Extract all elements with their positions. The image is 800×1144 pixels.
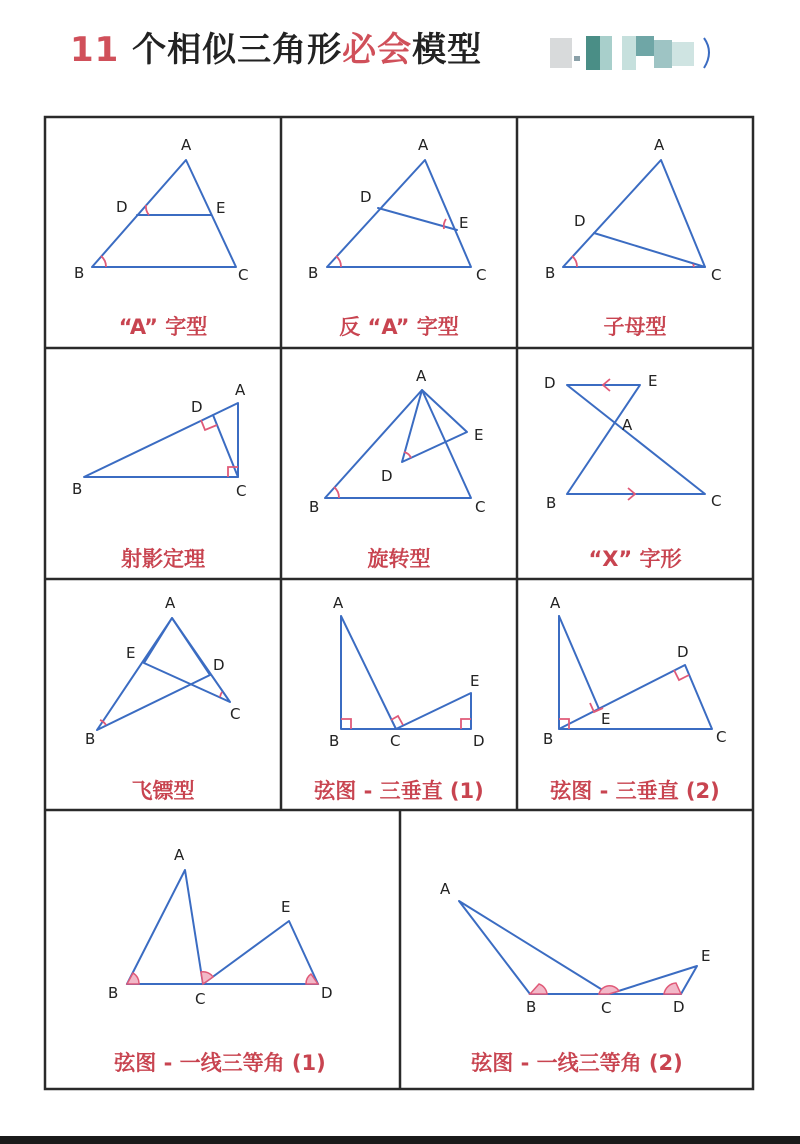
label-b: B: [74, 264, 85, 282]
label-c: C: [195, 990, 206, 1008]
cell-rotation: [309, 367, 485, 571]
label-d: D: [191, 398, 203, 416]
label-a: A: [622, 416, 633, 434]
label-d: D: [381, 467, 393, 485]
title-part1: 个相似三角形: [132, 30, 343, 70]
cell-reverse-a-shape: [308, 136, 486, 339]
perpendicular-figure: [341, 616, 471, 729]
grid-frame: [45, 117, 753, 1089]
label-c: C: [475, 498, 486, 516]
caption: 子母型: [603, 315, 667, 339]
cell-a-shape: [74, 136, 248, 339]
label-b: B: [308, 264, 319, 282]
triangle-ecd: [203, 921, 318, 984]
label-e: E: [281, 898, 291, 916]
label-a: A: [416, 367, 427, 385]
perpendicular-figure: [559, 616, 712, 729]
triangle-abc: [92, 160, 236, 267]
label-b: B: [526, 998, 537, 1016]
label-e: E: [701, 947, 711, 965]
label-d: D: [360, 188, 372, 206]
label-b: B: [545, 264, 556, 282]
right-angle-mark: [341, 719, 351, 729]
label-b: B: [309, 498, 320, 516]
label-a: A: [654, 136, 665, 154]
label-d: D: [677, 643, 689, 661]
label-c: C: [236, 482, 247, 500]
label-e: E: [126, 644, 136, 662]
caption: 弦图 - 三垂直 (1): [314, 779, 484, 803]
label-c: C: [238, 266, 249, 284]
label-d: D: [116, 198, 128, 216]
label-e: E: [216, 199, 226, 217]
angle-mark: [693, 264, 694, 267]
right-angle-mark: [461, 719, 471, 729]
label-a: A: [165, 594, 176, 612]
label-d: D: [213, 656, 225, 674]
angle-mark: [530, 984, 547, 994]
caption: 飞镖型: [131, 779, 195, 803]
triangle-ecd: [609, 966, 697, 994]
label-b: B: [546, 494, 557, 512]
triangle-abc: [127, 870, 203, 984]
label-d: D: [673, 998, 685, 1016]
title-number: 11: [70, 30, 120, 70]
label-c: C: [716, 728, 727, 746]
label-a: A: [550, 594, 561, 612]
caption: “X” 字形: [588, 547, 682, 571]
segment-ae: [559, 616, 599, 709]
angle-mark: [220, 692, 222, 697]
angle-mark: [334, 487, 339, 498]
caption: 旋转型: [367, 547, 431, 571]
label-a: A: [181, 136, 192, 154]
label-c: C: [711, 492, 722, 510]
caption: 弦图 - 三垂直 (2): [550, 779, 720, 803]
cell-three-perpendicular-2: [543, 594, 726, 803]
cell-dart: [85, 594, 240, 803]
label-d: D: [544, 374, 556, 392]
label-c: C: [390, 732, 401, 750]
label-e: E: [474, 426, 484, 444]
caption: 反 “A” 字型: [339, 315, 459, 339]
label-b: B: [543, 730, 554, 748]
label-d: D: [473, 732, 485, 750]
label-a: A: [333, 594, 344, 612]
bottom-bar: [0, 1136, 800, 1144]
angle-mark: [404, 452, 411, 458]
cell-one-line-three-angles-2: [440, 880, 710, 1075]
label-c: C: [230, 705, 241, 723]
label-e: E: [459, 214, 469, 232]
cell-x-shape: [544, 372, 721, 571]
cell-one-line-three-angles-1: [108, 846, 333, 1075]
title-highlight: 必会: [342, 30, 413, 70]
triangle-abc: [459, 901, 609, 994]
cell-projection-theorem: [72, 381, 246, 571]
caption: 弦图 - 一线三等角 (2): [471, 1051, 683, 1075]
triangle-abd: [97, 618, 210, 730]
title-part2: 模型: [412, 30, 483, 70]
angle-mark: [336, 256, 341, 267]
label-a: A: [440, 880, 451, 898]
triangle-abc: [325, 390, 471, 498]
label-c: C: [711, 266, 722, 284]
label-e: E: [601, 710, 611, 728]
caption: “A” 字型: [118, 315, 208, 339]
label-c: C: [601, 999, 612, 1017]
label-c: C: [476, 266, 487, 284]
label-d: D: [574, 212, 586, 230]
x-figure: [567, 385, 705, 494]
cell-mother-child: [545, 136, 721, 339]
angle-mark: [101, 256, 106, 267]
label-b: B: [329, 732, 340, 750]
triangle-abc: [84, 403, 238, 477]
label-b: B: [108, 984, 119, 1002]
label-b: B: [72, 480, 83, 498]
label-a: A: [418, 136, 429, 154]
angle-mark: [572, 256, 577, 267]
angle-mark: [146, 205, 149, 215]
label-a: A: [235, 381, 246, 399]
segment-cd: [594, 233, 705, 267]
caption: 射影定理: [121, 547, 205, 571]
label-e: E: [648, 372, 658, 390]
label-e: E: [470, 672, 480, 690]
label-d: D: [321, 984, 333, 1002]
angle-mark: [664, 983, 681, 994]
cell-three-perpendicular-1: [313, 594, 484, 803]
label-b: B: [85, 730, 96, 748]
label-a: A: [174, 846, 185, 864]
caption: 弦图 - 一线三等角 (1): [114, 1051, 326, 1075]
